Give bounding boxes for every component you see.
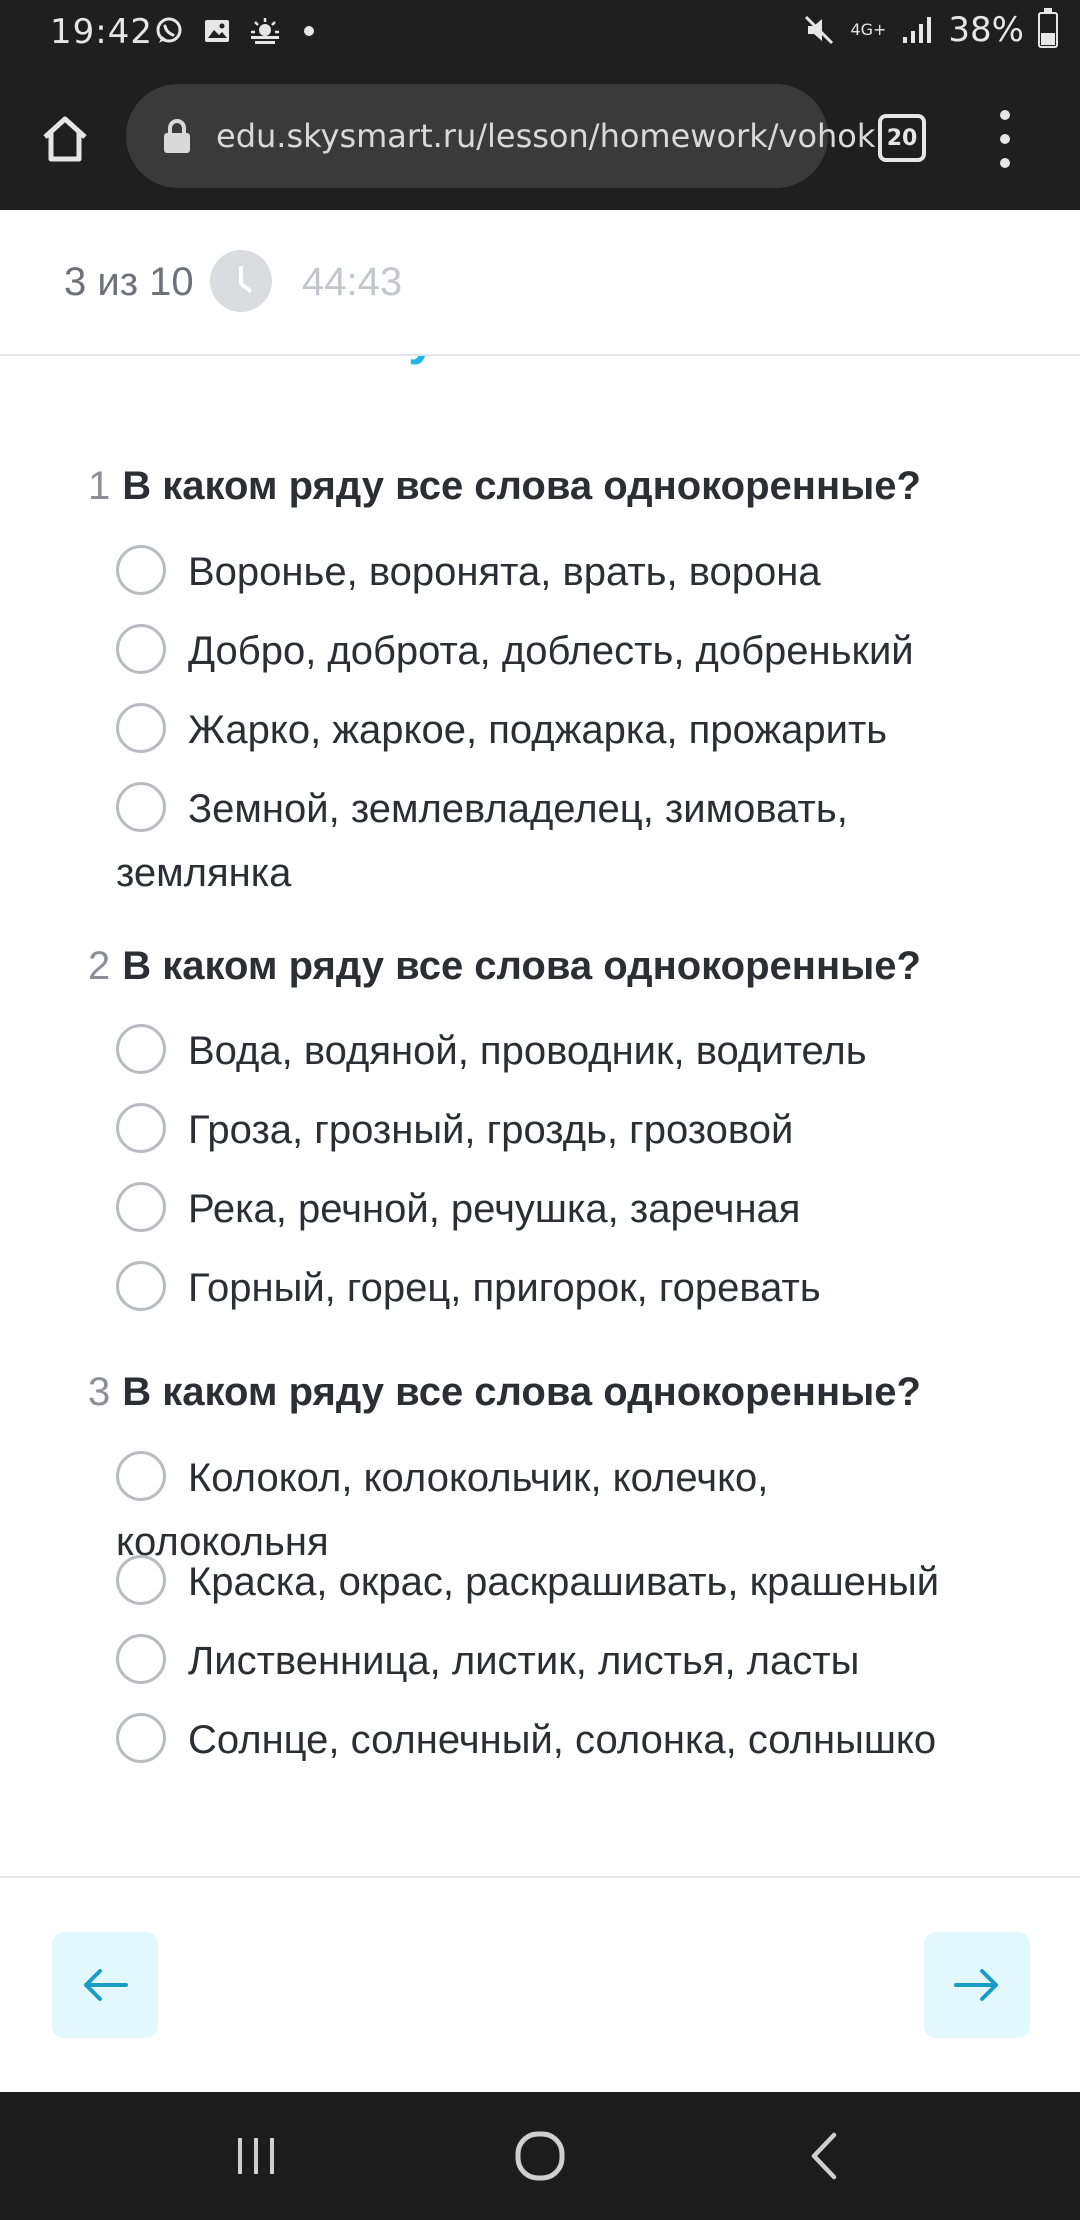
lesson-header (0, 210, 1080, 356)
question-text: В каком ряду все слова однокоренные? (122, 464, 921, 508)
radio-button[interactable] (116, 1634, 166, 1684)
answer-option[interactable] (116, 1256, 1016, 1320)
answer-option[interactable] (116, 777, 936, 905)
answer-option[interactable] (116, 1019, 1016, 1083)
battery-icon (1038, 12, 1058, 48)
radio-button[interactable] (116, 703, 166, 753)
status-bar (0, 0, 1080, 66)
network-type: 4G+ (850, 20, 887, 39)
question-heading (88, 1370, 921, 1415)
radio-button[interactable] (116, 1024, 166, 1074)
option-text: Краска, окрас, раскрашивать, крашеный (188, 1560, 940, 1604)
battery-percent: 38% (948, 10, 1024, 50)
question-text: В каком ряду все слова однокоренные? (122, 1370, 921, 1414)
lesson-content (0, 356, 1080, 1876)
answer-option[interactable] (116, 1708, 1016, 1772)
more-notifications-dot (304, 26, 314, 36)
radio-button[interactable] (116, 1103, 166, 1153)
option-text: Лиственница, листик, листья, ласты (188, 1639, 860, 1683)
menu-dot (1000, 134, 1010, 144)
question-number: 1 (88, 464, 111, 508)
option-text: Добро, доброта, доблесть, добренький (188, 629, 914, 673)
weather-icon (248, 14, 282, 48)
option-text: Колокол, колокольчик, колечко, колокольня (116, 1456, 769, 1564)
radio-button[interactable] (116, 1182, 166, 1232)
system-navigation-bar (0, 2092, 1080, 2220)
radio-button[interactable] (116, 1555, 166, 1605)
arrow-left-icon (80, 1965, 130, 2005)
task-progress: 3 из 10 (64, 260, 194, 304)
tab-switcher-button[interactable]: 20 (878, 114, 926, 162)
answer-option[interactable] (116, 1098, 1016, 1162)
answer-option[interactable] (116, 698, 1016, 762)
browser-chrome (0, 0, 1080, 210)
answer-option[interactable] (116, 1177, 1016, 1241)
browser-menu-button[interactable] (990, 110, 1020, 168)
mute-icon (802, 13, 836, 47)
footer-divider (0, 1876, 1080, 1878)
previous-task-button[interactable] (52, 1932, 158, 2038)
option-text: Гроза, грозный, гроздь, грозовой (188, 1108, 794, 1152)
option-text: Вода, водяной, проводник, водитель (188, 1029, 867, 1073)
gallery-icon (200, 14, 234, 48)
answer-option[interactable] (116, 619, 1016, 683)
browser-toolbar (0, 74, 1080, 200)
radio-button[interactable] (116, 624, 166, 674)
radio-button[interactable] (116, 545, 166, 595)
whatsapp-icon (152, 14, 186, 48)
radio-button[interactable] (116, 1451, 166, 1501)
radio-button[interactable] (116, 1713, 166, 1763)
address-bar[interactable] (126, 84, 876, 188)
menu-dot (1000, 158, 1010, 168)
question-heading (88, 464, 921, 509)
option-text: Солнце, солнечный, солонка, солнышко (188, 1718, 937, 1762)
option-text: Воронье, воронята, врать, ворона (188, 550, 821, 594)
radio-button[interactable] (116, 782, 166, 832)
arrow-right-icon (952, 1965, 1002, 2005)
home-circle-icon (512, 2128, 568, 2184)
lock-icon (162, 118, 192, 154)
radio-button[interactable] (116, 1261, 166, 1311)
recent-apps-icon (232, 2134, 280, 2178)
timer: 44:43 (302, 260, 403, 304)
status-time: 19:42 (50, 12, 153, 52)
next-task-button[interactable] (924, 1932, 1030, 2038)
menu-dot (1000, 110, 1010, 120)
option-text: Жарко, жаркое, поджарка, прожарить (188, 708, 888, 752)
home-button[interactable] (30, 104, 100, 174)
answer-option[interactable] (116, 540, 1016, 604)
question-text: В каком ряду все слова однокоренные? (122, 944, 921, 988)
signal-icon (900, 13, 934, 47)
answer-option[interactable] (116, 1629, 1016, 1693)
home-icon (37, 111, 93, 167)
answer-option[interactable] (116, 1550, 1056, 1614)
back-icon (804, 2131, 844, 2181)
url-text: edu.skysmart.ru/lesson/homework/vohok (216, 117, 876, 155)
option-text: Река, речной, речушка, заречная (188, 1187, 801, 1231)
notification-icons (152, 14, 314, 48)
question-number: 3 (88, 1370, 111, 1414)
option-text: Земной, землевладелец, зимовать, землянка (116, 787, 848, 895)
battery-level (1041, 33, 1055, 45)
back-nav-button[interactable] (794, 2128, 854, 2184)
status-right (802, 10, 1058, 50)
question-heading (88, 944, 921, 989)
home-nav-button[interactable] (510, 2128, 570, 2184)
recent-apps-button[interactable] (226, 2128, 286, 2184)
question-number: 2 (88, 944, 111, 988)
clock-icon (210, 250, 272, 312)
option-text: Горный, горец, пригорок, горевать (188, 1266, 821, 1310)
